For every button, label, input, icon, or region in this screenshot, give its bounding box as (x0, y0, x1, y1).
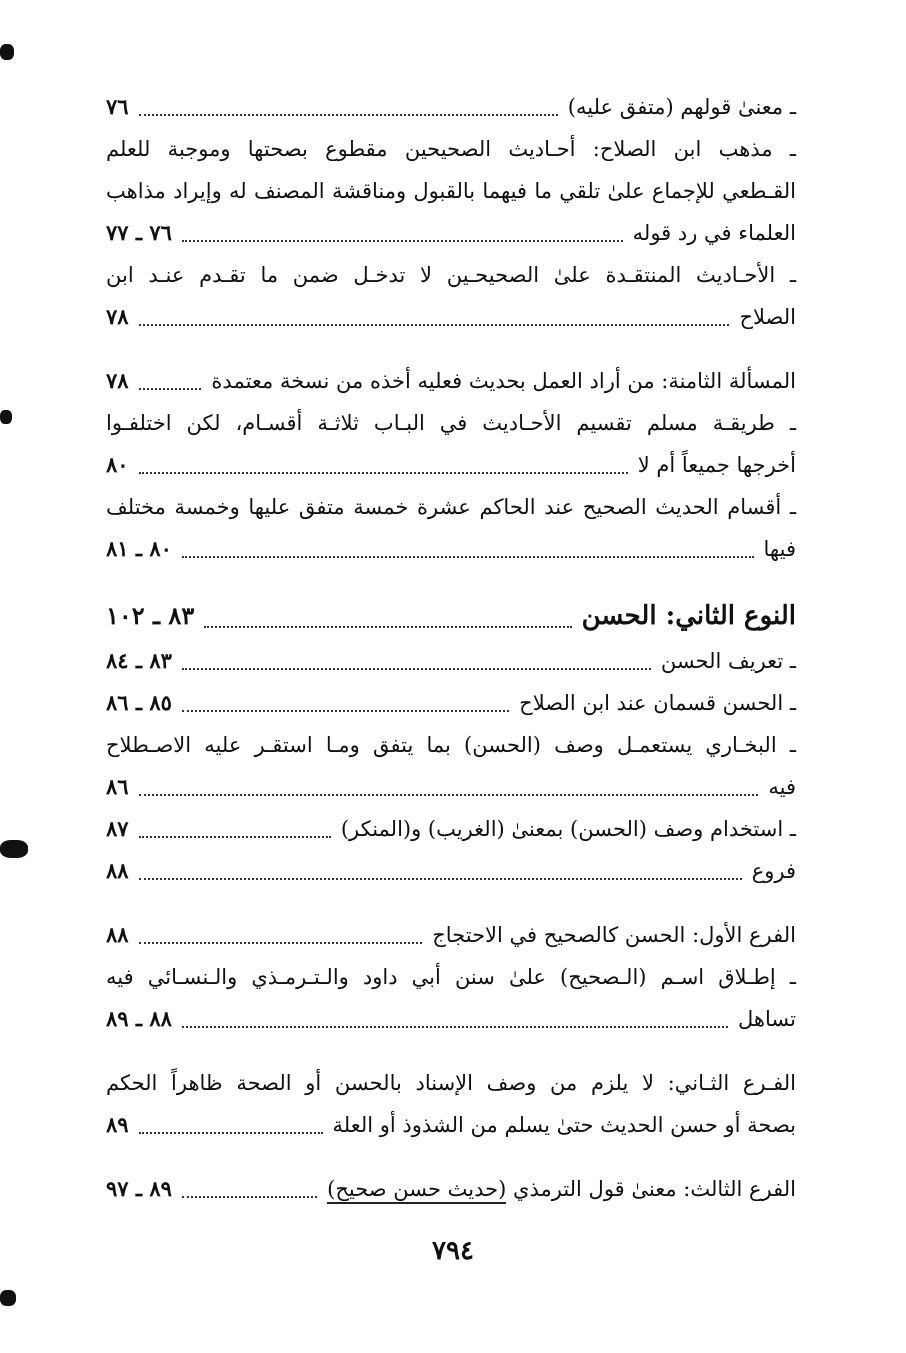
toc-line (106, 1062, 796, 1104)
section-gap (106, 892, 796, 914)
toc-entry-text: الفرع الأول: الحسن كالصحيح في الاحتجاج (432, 923, 796, 947)
toc-page-ref: ٨٨ (106, 922, 129, 947)
toc-line (106, 1104, 796, 1146)
dot-leader (139, 1131, 323, 1134)
toc-entry (106, 360, 796, 402)
toc-page-ref: ٨٦ (106, 774, 129, 799)
toc-line (106, 86, 796, 128)
dot-leader (139, 387, 202, 390)
toc-page-ref: ٧٨ (106, 304, 129, 329)
toc-entry (106, 1062, 796, 1146)
dot-leader (182, 555, 754, 558)
toc-page-ref: ٨٣ ـ ٨٤ (106, 648, 172, 673)
toc-page-ref: ٨٣ ـ ١٠٢ (106, 601, 195, 630)
toc-entry-text: النوع الثاني: الحسن (581, 601, 796, 631)
toc-entry (106, 486, 796, 570)
toc-entry-text: ـ تعريف الحسن (660, 649, 796, 673)
dot-leader (139, 877, 742, 880)
toc-entry (106, 850, 796, 892)
dot-leader (182, 239, 623, 242)
scan-mark (0, 840, 28, 858)
toc-entry-text: فروع (751, 859, 796, 883)
toc-entry (106, 402, 796, 486)
toc-line (106, 682, 796, 724)
toc-line (106, 808, 796, 850)
table-of-contents (106, 86, 796, 1210)
toc-page-ref: ٨٠ ـ ٨١ (106, 536, 172, 561)
dot-leader (139, 835, 331, 838)
toc-line (106, 296, 796, 338)
toc-entry-text: الصلاح (739, 305, 796, 329)
toc-entry-text: تساهل (738, 1007, 796, 1031)
toc-entry (106, 86, 796, 128)
toc-entry-text: الفرع الثالث: معنىٰ قول الترمذي (حديث حسن صحيح) (327, 1168, 796, 1210)
toc-entry (106, 808, 796, 850)
toc-entry-text: ـ معنىٰ قولهم (متفق عليه) (567, 95, 796, 119)
toc-entry-text: ـ البخـاري يستعمـل وصف (الحسن) بما يتفق ومـا استقـر عليه الاصـطلاح (106, 733, 796, 757)
toc-entry-text: ـ الأحـاديث المنتقـدة علىٰ الصحيحـين لا تدخـل ضمن ما تقـدم عنـد ابن (106, 263, 797, 287)
toc-entry-text: ـ مذهب ابن الصلاح: أحـاديث الصحيحين مقطوع بصحتها وموجبة للعلم (106, 137, 796, 161)
toc-entry-text: فيها (763, 537, 796, 561)
section-gap (106, 570, 796, 592)
toc-page-ref: ٨٨ (106, 858, 129, 883)
dot-leader (182, 709, 509, 712)
toc-page-ref: ٨٨ ـ ٨٩ (106, 1006, 172, 1031)
scan-mark (0, 44, 14, 60)
dot-leader (139, 471, 628, 474)
toc-page-ref: ٨٠ (106, 452, 129, 477)
toc-entry (106, 682, 796, 724)
toc-line (106, 640, 796, 682)
toc-line (106, 528, 796, 570)
toc-entry (106, 640, 796, 682)
toc-entry-text: ـ استخدام وصف (الحسن) بمعنىٰ (الغريب) و(المنكر) (340, 817, 796, 841)
toc-entry-text: ـ طريقـة مسلم تقسيم الأحـاديث في البـاب ثلاثـة أقسـام، لكن اختلفـوا (106, 411, 796, 435)
toc-line (106, 1168, 796, 1210)
toc-page-ref: ٨٧ (106, 816, 129, 841)
toc-entry (106, 1168, 796, 1210)
toc-entry (106, 254, 796, 338)
dot-leader (182, 1025, 728, 1028)
dot-leader (139, 941, 423, 944)
toc-entry-text: العلماء في رد قوله (632, 221, 796, 245)
dot-leader (182, 1195, 317, 1198)
toc-line (106, 724, 796, 766)
section-gap (106, 1040, 796, 1062)
toc-line (106, 914, 796, 956)
toc-line (106, 850, 796, 892)
toc-line (106, 254, 796, 296)
section-gap (106, 338, 796, 360)
toc-line (106, 766, 796, 808)
toc-page-ref: ٨٩ (106, 1112, 129, 1137)
toc-line (106, 212, 796, 254)
toc-entry (106, 914, 796, 956)
toc-line (106, 128, 796, 170)
page-number: ٧٩٤ (432, 1236, 474, 1266)
toc-section-heading (106, 592, 796, 640)
toc-entry-text: القـطعي للإجماع علىٰ تلقي ما فيهما بالقبول ومناقشة المصنف له وإيراد مذاهب (106, 179, 796, 203)
toc-entry-text: فيه (768, 775, 796, 799)
toc-line (106, 956, 796, 998)
toc-page-ref: ٨٥ ـ ٨٦ (106, 690, 172, 715)
dot-leader (139, 793, 759, 796)
toc-entry-text: ـ الحسن قسمان عند ابن الصلاح (519, 691, 796, 715)
scan-mark (0, 1290, 16, 1306)
toc-entry-text: بصحة أو حسن الحديث حتىٰ يسلم من الشذوذ أو العلة (332, 1113, 796, 1137)
toc-line (106, 360, 796, 402)
toc-line (106, 486, 796, 528)
toc-line (106, 170, 796, 212)
toc-entry (106, 724, 796, 808)
toc-entry-text: ـ أقسام الحديث الصحيح عند الحاكم عشرة خمسة متفق عليها وخمسة مختلف (106, 495, 796, 519)
toc-entry-text: الفـرع الثـاني: لا يلزم من وصف الإسناد بالحسن أو الصحة ظاهراً الحكم (106, 1071, 796, 1095)
toc-entry-text: ـ إطـلاق اسـم (الـصحيح) علىٰ سنن أبي داود والـتـرمـذي والـنسـائي فيه (106, 965, 796, 989)
toc-line (106, 592, 796, 640)
toc-entry (106, 956, 796, 1040)
toc-page-ref: ٧٨ (106, 368, 129, 393)
toc-page-ref: ٧٦ ـ ٧٧ (106, 220, 172, 245)
dot-leader (182, 667, 651, 670)
toc-line (106, 444, 796, 486)
section-gap (106, 1146, 796, 1168)
toc-page-ref: ٨٩ ـ ٩٧ (106, 1176, 172, 1201)
toc-entry (106, 128, 796, 254)
toc-entry-text: المسألة الثامنة: من أراد العمل بحديث فعليه أخذه من نسخة معتمدة (211, 369, 796, 393)
toc-page-ref: ٧٦ (106, 94, 129, 119)
dot-leader (139, 323, 730, 326)
underlined-phrase: (حديث حسن صحيح) (327, 1177, 506, 1204)
dot-leader (204, 625, 571, 628)
toc-line (106, 402, 796, 444)
toc-entry-text: أخرجها جميعاً أم لا (637, 453, 796, 477)
toc-line (106, 998, 796, 1040)
dot-leader (139, 113, 558, 116)
scan-mark (0, 410, 12, 424)
